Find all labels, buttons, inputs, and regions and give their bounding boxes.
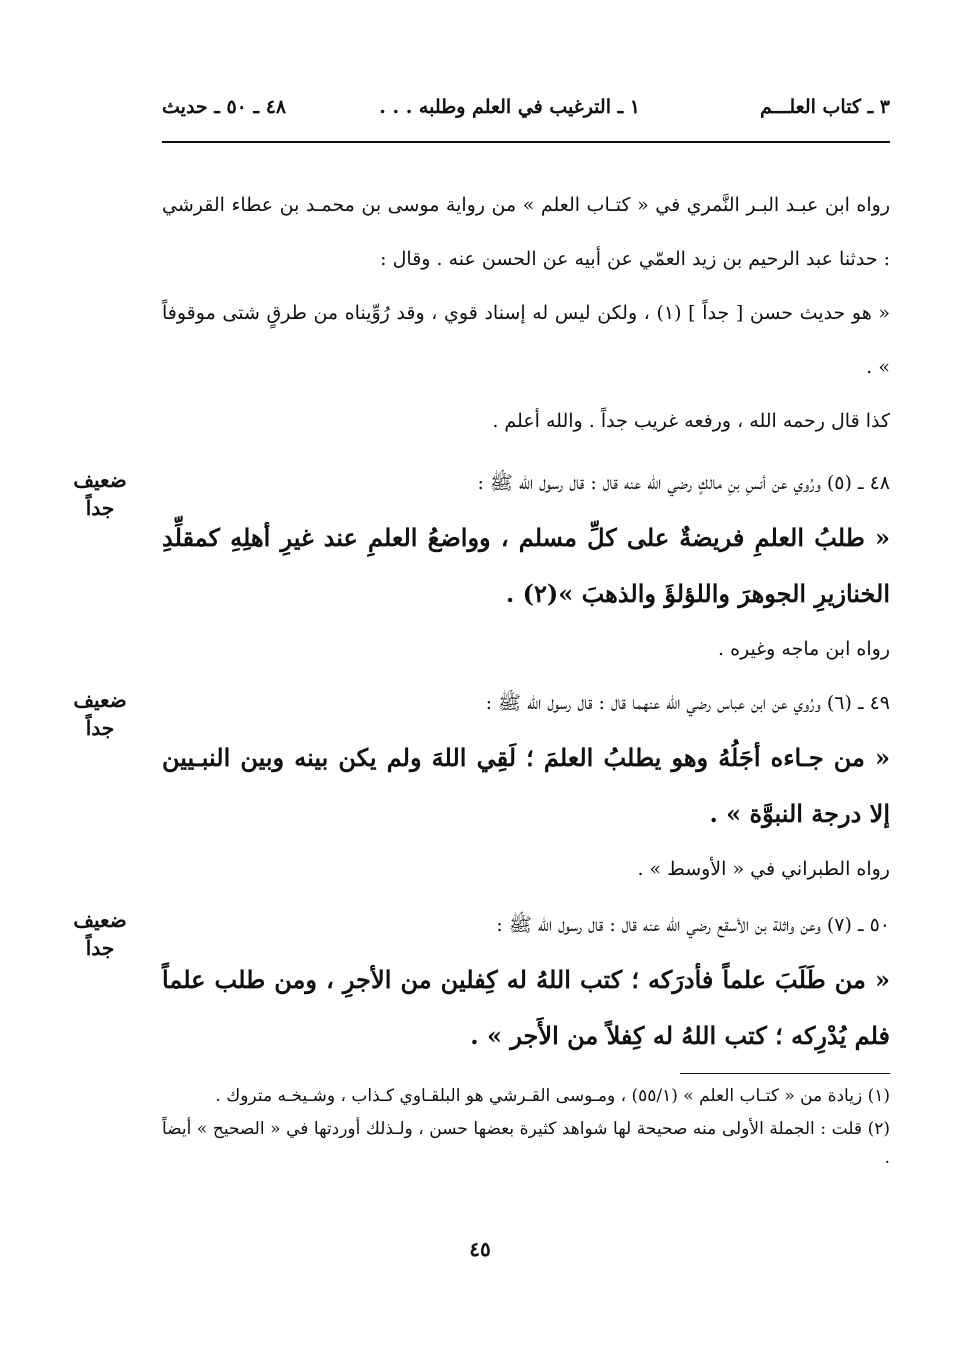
header-chapter-title: ١ ـ الترغيب في العلم وطلبه . . . [379,96,640,118]
page-number: ٤٥ [469,1237,491,1261]
intro-quote: « هو حديث حسن [ جداً ] (١) ، ولكن ليس له إسناد قوي ، وقد رُوِّيناه من طرقٍ شتى موقوفاً » . [162,302,890,378]
intro-source: رواه ابن عبـد البـر النَّمري في « كتـاب العلم » من رواية موسى بن محمـد بن عطاء القرشي : حدثنا عبد الرحيم بن زيد العمّي عن أبيه عن الحسن عنه . وقال : [162,194,890,270]
hadith-intro: ٤٩ ـ (٦) ورُوي عن ابن عباس رضي الله عنهما قال : قال رسول الله ﷺ : [485,692,890,714]
intro-comment: كذا قال رحمه الله ، ورفعه غريب جداً . والله أعلم . [492,410,890,432]
hadith-text: « من جـاءه أجَلُهُ وهو يطلبُ العلمَ ؛ لَقِي اللهَ ولم يكن بينه وبين النبـيين إلا درجة النبوَّة » . [162,743,890,828]
header-divider [162,141,890,143]
footnotes [162,1082,890,1177]
grade-word: ضعيف [73,688,127,712]
hadith-text: « طلبُ العلمِ فريضةٌ على كلِّ مسلم ، وواضعُ العلمِ عند غيرِ أهلِهِ كمقلِّدِ الخنازيرِ الجوهرَ واللؤلؤَ والذهبَ »(٢) . [162,523,890,608]
hadith-49 [162,676,890,896]
hadith-grade [60,686,140,742]
grade-qualifier: جداً [85,716,115,740]
intro-section [162,178,890,448]
grade-word: ضعيف [73,908,127,932]
grade-qualifier: جداً [85,936,115,960]
hadith-text: « من طَلَبَ علماً فأدرَكه ؛ كتب اللهُ له كِفلين من الأجرِ ، ومن طلب علماً فلم يُدْرِكه ؛ كتب اللهُ له كِفلاً من الأَجر » . [162,965,890,1050]
grade-word: ضعيف [73,468,127,492]
header-book-title: ٣ ـ كتاب العلـــم [760,96,890,118]
hadith-intro: ٤٨ ـ (٥) ورُوي عن أنسِ بنِ مالكٍ رضي الله عنه قال : قال رسول الله ﷺ : [477,472,890,494]
header-hadith-range: ٤٨ ـ ٥٠ ـ حديث [162,96,287,118]
footnote-2: (٢) قلت : الجملة الأولى منه صحيحة لها شواهد كثيرة بعضها حسن ، ولـذلك أوردتها في « الصحيح » أيضاً . [162,1119,890,1168]
footnote-divider [680,1073,890,1074]
footnote-1: (١) زيادة من « كتـاب العلم » (٥٥/١) ، ومـوسى القـرشي هو البلقـاوي كـذاب ، وشـيخـه متروك . [215,1086,890,1106]
hadith-grade [60,906,140,962]
hadith-source: رواه ابن ماجه وغيره . [718,638,890,660]
grade-qualifier: جداً [85,496,115,520]
hadith-50 [162,898,890,1064]
hadith-grade [60,466,140,522]
hadith-source: رواه الطبراني في « الأوسط » . [637,858,890,880]
running-header [162,92,890,132]
hadith-48 [162,456,890,676]
hadith-intro: ٥٠ ـ (٧) وعن واثلة بن الأسقع رضي الله عنه قال : قال رسول الله ﷺ : [496,914,890,936]
